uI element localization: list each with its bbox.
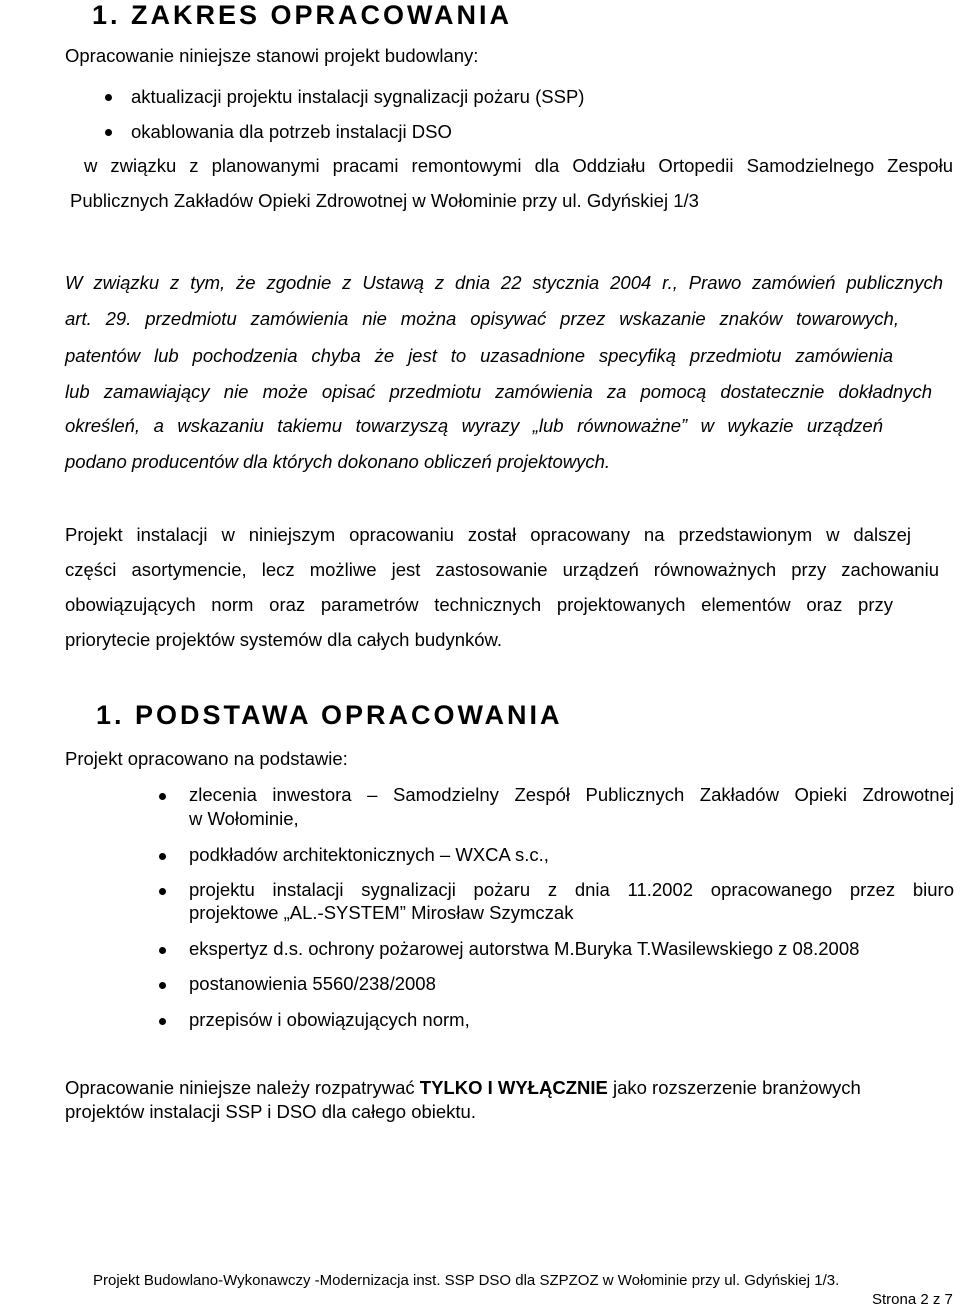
paragraph-line: części asortymencie, lecz możliwe jest zastosowanie urządzeń równoważnych przy zachowaniu: [65, 559, 939, 580]
basis-item: zlecenia inwestora – Samodzielny Zespół Publicznych Zakładów Opieki Zdrowotnej: [189, 784, 954, 805]
bullet-icon: [159, 793, 166, 800]
bullet-icon: [159, 1018, 166, 1025]
section-1-title: 1. ZAKRES OPRACOWANIA: [92, 0, 513, 30]
italic-line: patentów lub pochodzenia chyba że jest to uzasadnione specyfiką przedmiotu zamówienia: [65, 345, 893, 366]
page-number: Strona 2 z 7: [872, 1291, 953, 1308]
bullet-icon: [159, 853, 166, 860]
closing-text-start: Opracowanie niniejsze należy rozpatrywać: [65, 1077, 420, 1098]
bullet-icon: [159, 982, 166, 989]
section-2-intro: Projekt opracowano na podstawie:: [65, 748, 348, 769]
paragraph-line: obowiązujących norm oraz parametrów technicznych projektowanych elementów oraz przy: [65, 594, 893, 615]
closing-text-end: jako rozszerzenie branżowych: [607, 1077, 861, 1098]
closing-line: [65, 1077, 861, 1099]
basis-item: projektu instalacji sygnalizacji pożaru z dnia 11.2002 opracowanego przez biuro: [189, 879, 954, 900]
italic-line: lub zamawiający nie może opisać przedmiotu zamówienia za pomocą dostatecznie dokładnych: [65, 381, 932, 402]
basis-item: postanowienia 5560/238/2008: [189, 973, 436, 994]
paragraph-line: Projekt instalacji w niniejszym opracowaniu został opracowany na przedstawionym w dalszej: [65, 524, 911, 545]
bullet-icon: [159, 888, 166, 895]
footer-text: Projekt Budowlano-Wykonawczy -Modernizacja inst. SSP DSO dla SZPZOZ w Wołominie przy ul. Gdyńskiej 1/3.: [93, 1272, 840, 1289]
bullet-icon: [105, 129, 112, 136]
basis-item: podkładów architektonicznych – WXCA s.c.,: [189, 844, 549, 865]
italic-line: podano producentów dla których dokonano obliczeń projektowych.: [65, 451, 611, 472]
paragraph-line: priorytecie projektów systemów dla całych budynków.: [65, 629, 502, 650]
basis-item-cont: projektowe „AL.-SYSTEM” Mirosław Szymczak: [189, 902, 574, 923]
basis-item-cont: w Wołominie,: [189, 808, 299, 829]
italic-line: określeń, a wskazaniu takiemu towarzyszą wyrazy „lub równoważne” w wykazie urządzeń: [65, 415, 883, 436]
closing-emphasis: TYLKO I WYŁĄCZNIE: [419, 1077, 608, 1098]
context-line: w związku z planowanymi pracami remontowymi dla Oddziału Ortopedii Samodzielnego Zespołu: [84, 155, 953, 176]
context-line: Publicznych Zakładów Opieki Zdrowotnej w Wołominie przy ul. Gdyńskiej 1/3: [70, 190, 699, 211]
section-2-title: 1. PODSTAWA OPRACOWANIA: [96, 700, 563, 730]
scope-item: aktualizacji projektu instalacji sygnalizacji pożaru (SSP): [131, 86, 585, 107]
bullet-icon: [159, 947, 166, 954]
scope-item: okablowania dla potrzeb instalacji DSO: [131, 121, 452, 142]
basis-item: ekspertyz d.s. ochrony pożarowej autorstwa M.Buryka T.Wasilewskiego z 08.2008: [189, 938, 860, 959]
italic-line: W związku z tym, że zgodnie z Ustawą z dnia 22 stycznia 2004 r., Prawo zamówień publicznych: [65, 272, 943, 293]
section-1-intro: Opracowanie niniejsze stanowi projekt budowlany:: [65, 45, 479, 66]
bullet-icon: [105, 94, 112, 101]
italic-line: art. 29. przedmiotu zamówienia nie można opisywać przez wskazanie znaków towarowych,: [65, 308, 899, 329]
closing-line-2: projektów instalacji SSP i DSO dla całego obiektu.: [65, 1101, 476, 1122]
basis-item: przepisów i obowiązujących norm,: [189, 1009, 470, 1030]
